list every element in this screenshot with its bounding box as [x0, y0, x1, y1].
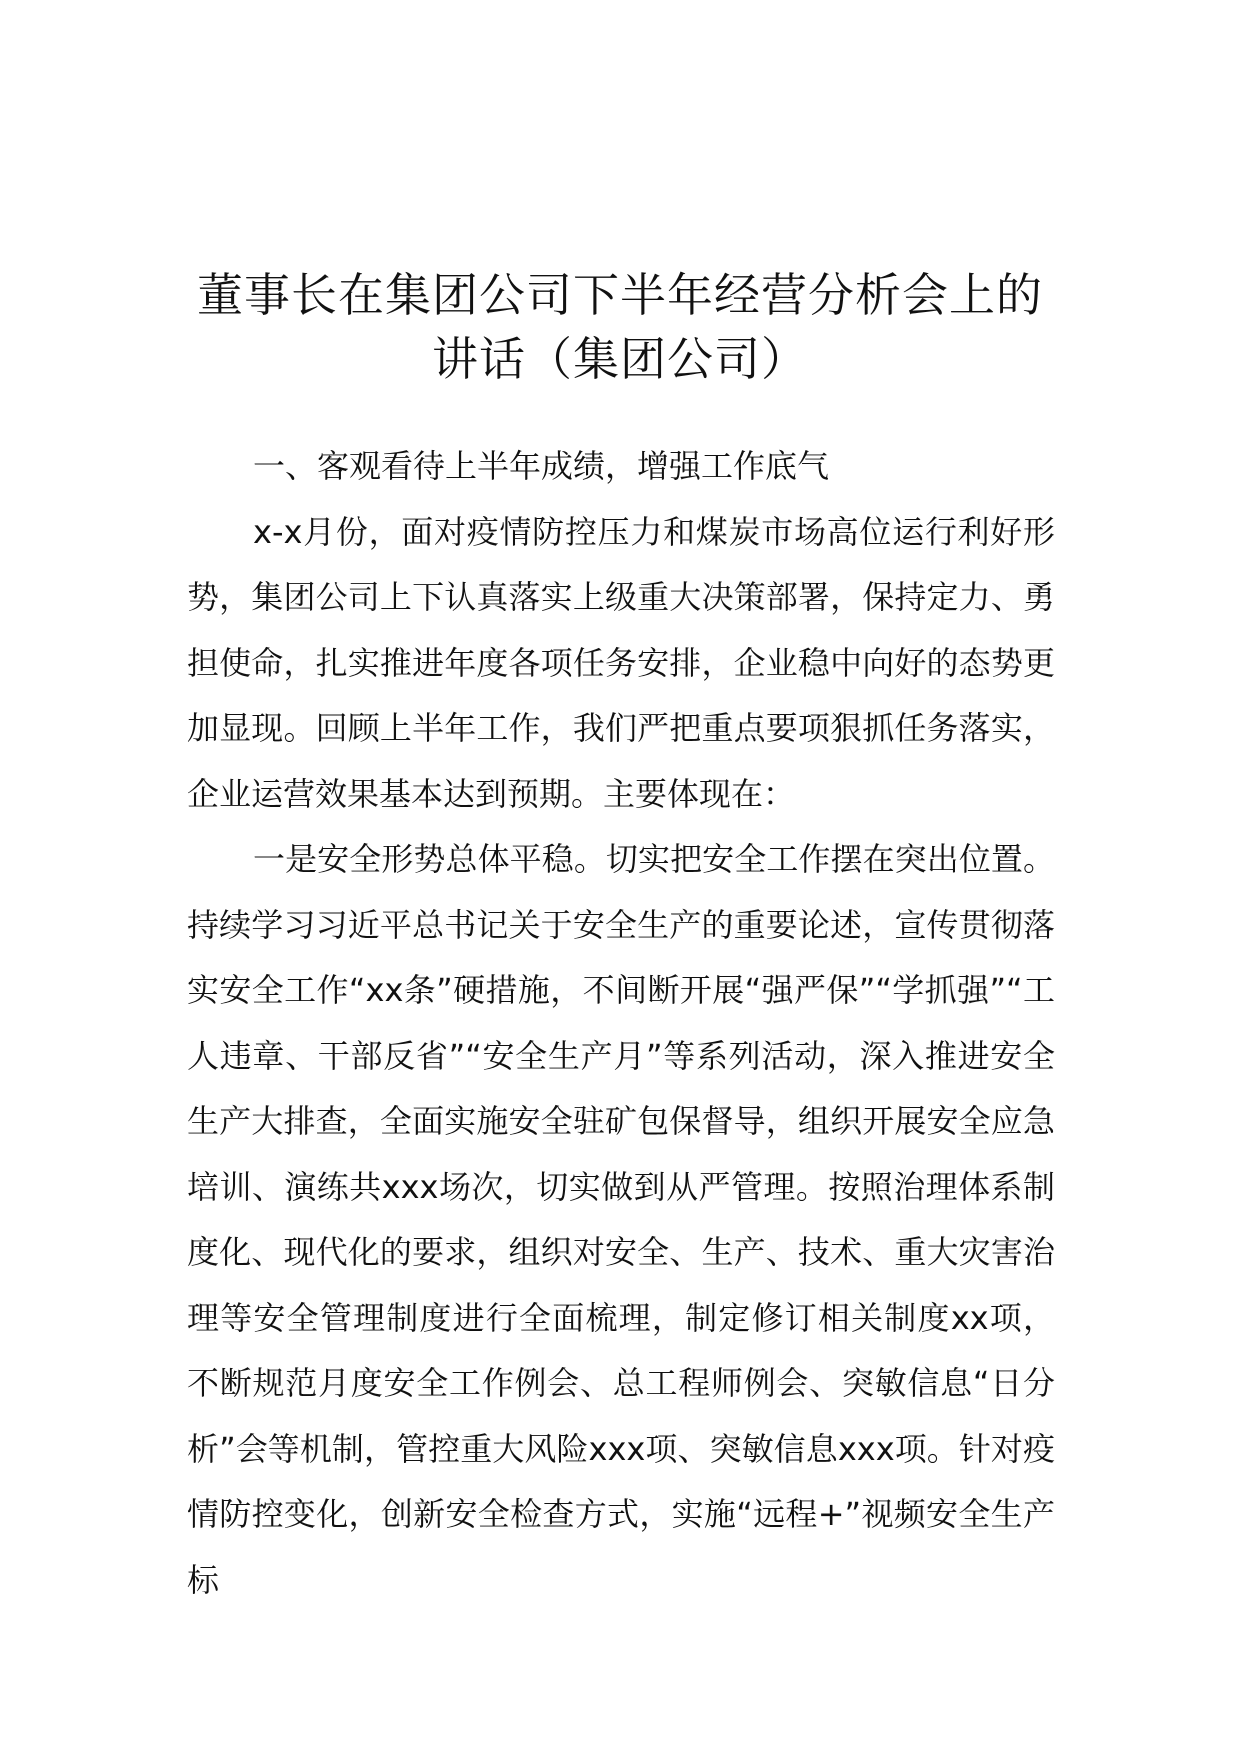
- section-heading: 一、客观看待上半年成绩，增强工作底气: [253, 447, 830, 485]
- document-body: [187, 434, 1055, 1613]
- paragraph-2: 一是安全形势总体平稳。切实把安全工作摆在突出位置。持续学习习近平总书记关于安全生产的重要论述，宣传贯彻落实安全工作“xx条”硬措施，不间断开展“强严保”“学抓强”“工人违章、干部反省”“安全生产月”等系列活动，深入推进安全生产大排查，全面实施安全驻矿包保督导，组织开展安全应急培训、演练共xxx场次，切实做到从严管理。按照治理体系制度化、现代化的要求，组织对安全、生产、技术、重大灾害治理等安全管理制度进行全面梳理，制定修订相关制度xx项，不断规范月度安全工作例会、总工程师例会、突敏信息“日分析”会等机制，管控重大风险xxx项、突敏信息xxx项。针对疫情防控变化，创新安全检查方式，实施“远程+”视频安全生产标: [187, 840, 1055, 1599]
- title-line-2: 讲话（集团公司）: [432, 331, 808, 386]
- title-line-1: 董事长在集团公司下半年经营分析会上的: [197, 267, 1043, 322]
- document-title: [150, 263, 1090, 391]
- paragraph-1: x-x月份，面对疫情防控压力和煤炭市场高位运行利好形势，集团公司上下认真落实上级重大决策部署，保持定力、勇担使命，扎实推进年度各项任务安排，企业稳中向好的态势更加显现。回顾上半年工作，我们严把重点要项狠抓任务落实，企业运营效果基本达到预期。主要体现在：: [187, 512, 1055, 813]
